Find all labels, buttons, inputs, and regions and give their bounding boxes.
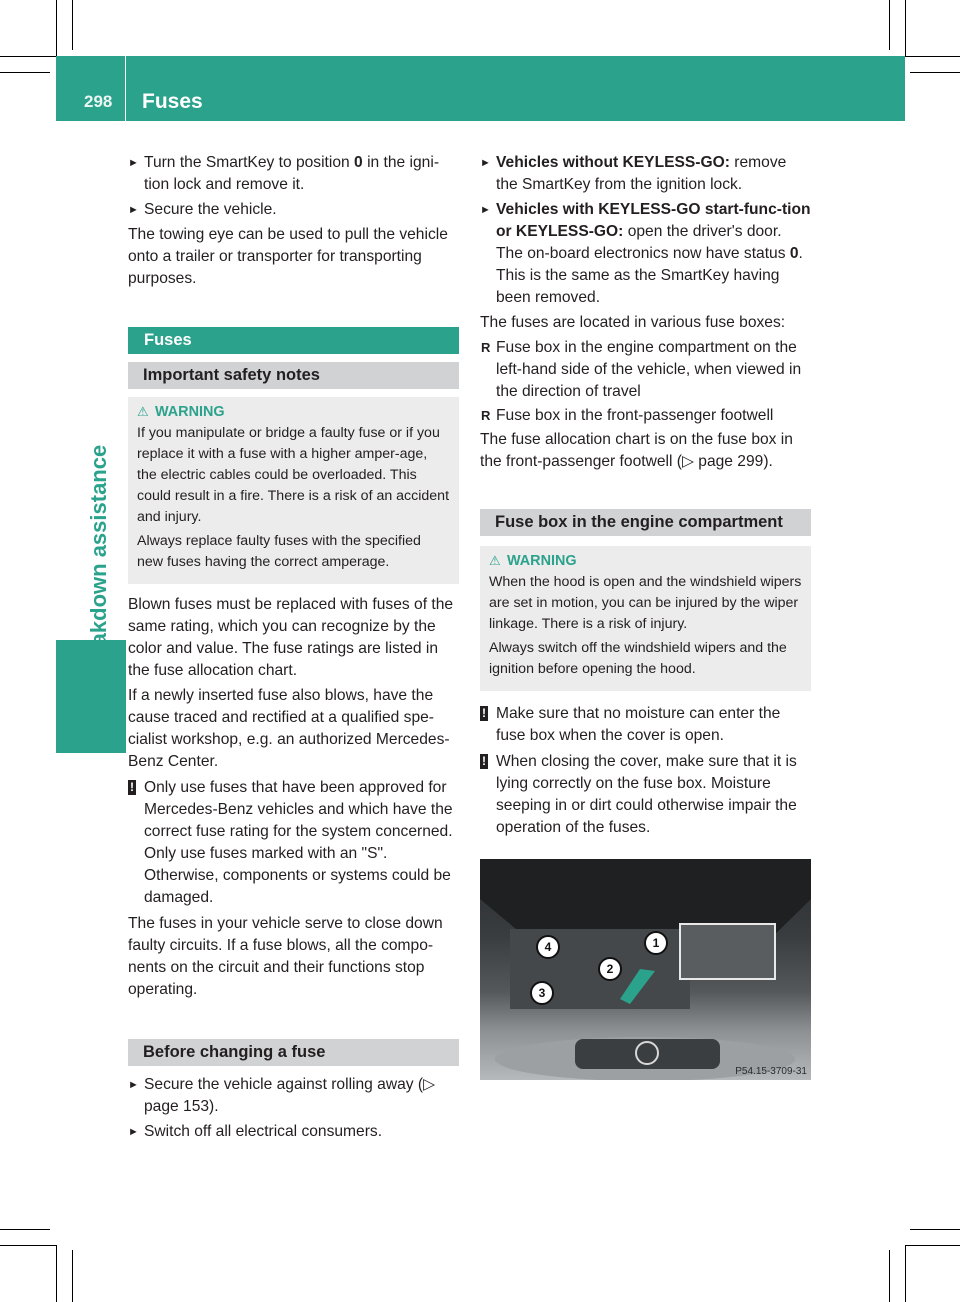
- instruction-step: [128, 152, 459, 196]
- warning-title-text: WARNING: [507, 553, 577, 569]
- crop-mark: [72, 1250, 73, 1302]
- step-arrow-icon: ►: [480, 157, 491, 169]
- instruction-step: [480, 199, 811, 309]
- warning-text: Always replace faulty fuses with the specified new fuses having the correct amperage.: [137, 533, 421, 570]
- step-text: The on-board electronics now have status: [496, 245, 790, 262]
- callout-4: 4: [536, 935, 560, 959]
- page-number: 298: [84, 92, 113, 111]
- step-text: . This is the same as the SmartKey having been removed.: [496, 245, 803, 306]
- crop-mark: [0, 1229, 50, 1230]
- right-column: [480, 152, 811, 1080]
- callout-1: 1: [644, 931, 668, 955]
- warning-text: Always switch off the windshield wipers and the ignition before opening the hood.: [489, 640, 787, 677]
- list-item: [480, 337, 811, 403]
- crop-mark: [910, 72, 960, 73]
- step-bold: Vehicles with KEYLESS-GO start-func-tion or KEYLESS-GO:: [496, 201, 811, 240]
- crop-mark: [56, 1245, 57, 1302]
- left-column: [128, 152, 459, 1146]
- exclamation-icon: !: [482, 754, 486, 768]
- instruction-step: [128, 199, 459, 221]
- paragraph: The fuse allocation chart is on the fuse box in the front-passenger footwell (▷ page 299).: [480, 431, 793, 470]
- caution-note: [128, 777, 459, 909]
- exclamation-icon: !: [482, 706, 486, 720]
- section-heading: Fuses: [128, 327, 459, 354]
- note-text: When closing the cover, make sure that it is lying correctly on the fuse box. Moisture seeping in or dirt could otherwise impair the operation of the fuses.: [496, 753, 797, 836]
- note-text: Only use fuses that have been approved for Mercedes-Benz vehicles and which have the correct fuse rating for the system concerned. Only use fuses marked with an "S". Otherwise, components or systems could be damaged.: [144, 779, 453, 906]
- bullet-r-icon: R: [481, 340, 491, 355]
- step-text: Switch off all electrical consumers.: [144, 1123, 383, 1140]
- paragraph: The towing eye can be used to pull the vehicle onto a trailer or transporter for transporting purposes.: [128, 226, 448, 287]
- crop-mark: [0, 72, 50, 73]
- step-arrow-icon: ►: [128, 1126, 139, 1138]
- crop-mark: [905, 1245, 906, 1302]
- subsection-heading: Fuse box in the engine compartment: [480, 509, 811, 536]
- image-code: P54.15-3709-31: [735, 1066, 807, 1077]
- page-title: Fuses: [142, 90, 203, 113]
- engine-compartment-photo: [480, 859, 811, 1080]
- step-arrow-icon: ►: [128, 157, 139, 169]
- paragraph: If a newly inserted fuse also blows, have the cause traced and rectified at a qualified spe-cialist workshop, e.g. an authorized Mercedes-Benz Center.: [128, 687, 450, 770]
- exclamation-icon: !: [130, 780, 134, 794]
- warning-title: [137, 403, 450, 421]
- step-text: Turn the SmartKey to position: [144, 154, 355, 171]
- crop-mark: [0, 56, 56, 57]
- step-text: open the driver's door.: [623, 223, 782, 240]
- warning-box: [480, 546, 811, 691]
- crop-mark: [72, 0, 73, 50]
- step-text: Secure the vehicle.: [144, 201, 277, 218]
- callout-3: 3: [530, 981, 554, 1005]
- step-arrow-icon: ►: [128, 204, 139, 216]
- crop-mark: [905, 56, 960, 57]
- crop-mark: [889, 0, 890, 50]
- caution-note: [480, 703, 811, 747]
- warning-triangle-icon: ⚠: [137, 404, 149, 419]
- step-text: in the igni-tion lock and remove it.: [144, 154, 440, 193]
- warning-title-text: WARNING: [155, 404, 225, 420]
- step-bold: 0: [354, 154, 363, 171]
- instruction-step: [128, 1074, 459, 1118]
- warning-text: When the hood is open and the windshield wipers are set in motion, you can be injured by the wiper linkage. There is a risk of injury.: [489, 574, 802, 632]
- crop-mark: [910, 1229, 960, 1230]
- instruction-step: [128, 1121, 459, 1143]
- list-item: [480, 405, 811, 427]
- caution-note: [480, 751, 811, 839]
- engine-illustration: [480, 859, 811, 1080]
- subsection-heading: Before changing a fuse: [128, 1039, 459, 1066]
- fuse-box-shape: [680, 924, 775, 979]
- list-text: Fuse box in the front-passenger footwell: [496, 407, 774, 424]
- crop-mark: [0, 1245, 56, 1246]
- warning-box: [128, 397, 459, 584]
- step-bold: Vehicles without KEYLESS-GO:: [496, 154, 730, 171]
- crop-mark: [889, 1250, 890, 1302]
- paragraph: The fuses in your vehicle serve to close down faulty circuits. If a fuse blows, all the compo-nents on the circuit and their functions stop operating.: [128, 915, 443, 998]
- step-bold: 0: [789, 245, 799, 262]
- warning-text: If you manipulate or bridge a faulty fuse or if you replace it with a fuse with a higher amper-age, the electric cables could be overloaded. This could result in a fire. There is a risk of an accident and injury.: [137, 425, 450, 525]
- crop-mark: [905, 0, 906, 56]
- step-arrow-icon: ►: [480, 204, 491, 216]
- header-divider: [125, 56, 126, 121]
- warning-title: [489, 552, 802, 570]
- note-text: Make sure that no moisture can enter the fuse box when the cover is open.: [496, 705, 781, 744]
- step-text: remove the SmartKey from the ignition lock.: [496, 154, 787, 193]
- instruction-step: [480, 152, 811, 196]
- chapter-label: Breakdown assistance: [86, 444, 111, 682]
- crop-mark: [905, 1245, 960, 1246]
- step-arrow-icon: ►: [128, 1079, 139, 1091]
- warning-triangle-icon: ⚠: [489, 553, 501, 568]
- step-text: Secure the vehicle against rolling away (▷ page 153).: [144, 1076, 436, 1115]
- callout-2: 2: [598, 957, 622, 981]
- crop-mark: [56, 0, 57, 56]
- bullet-r-icon: R: [481, 408, 491, 423]
- subsection-heading: Important safety notes: [128, 362, 459, 389]
- paragraph: The fuses are located in various fuse boxes:: [480, 314, 786, 331]
- list-text: Fuse box in the engine compartment on the left-hand side of the vehicle, when viewed in the direction of travel: [496, 339, 802, 400]
- paragraph: Blown fuses must be replaced with fuses of the same rating, which you can recognize by the color and value. The fuse ratings are listed in the fuse allocation chart.: [128, 596, 454, 679]
